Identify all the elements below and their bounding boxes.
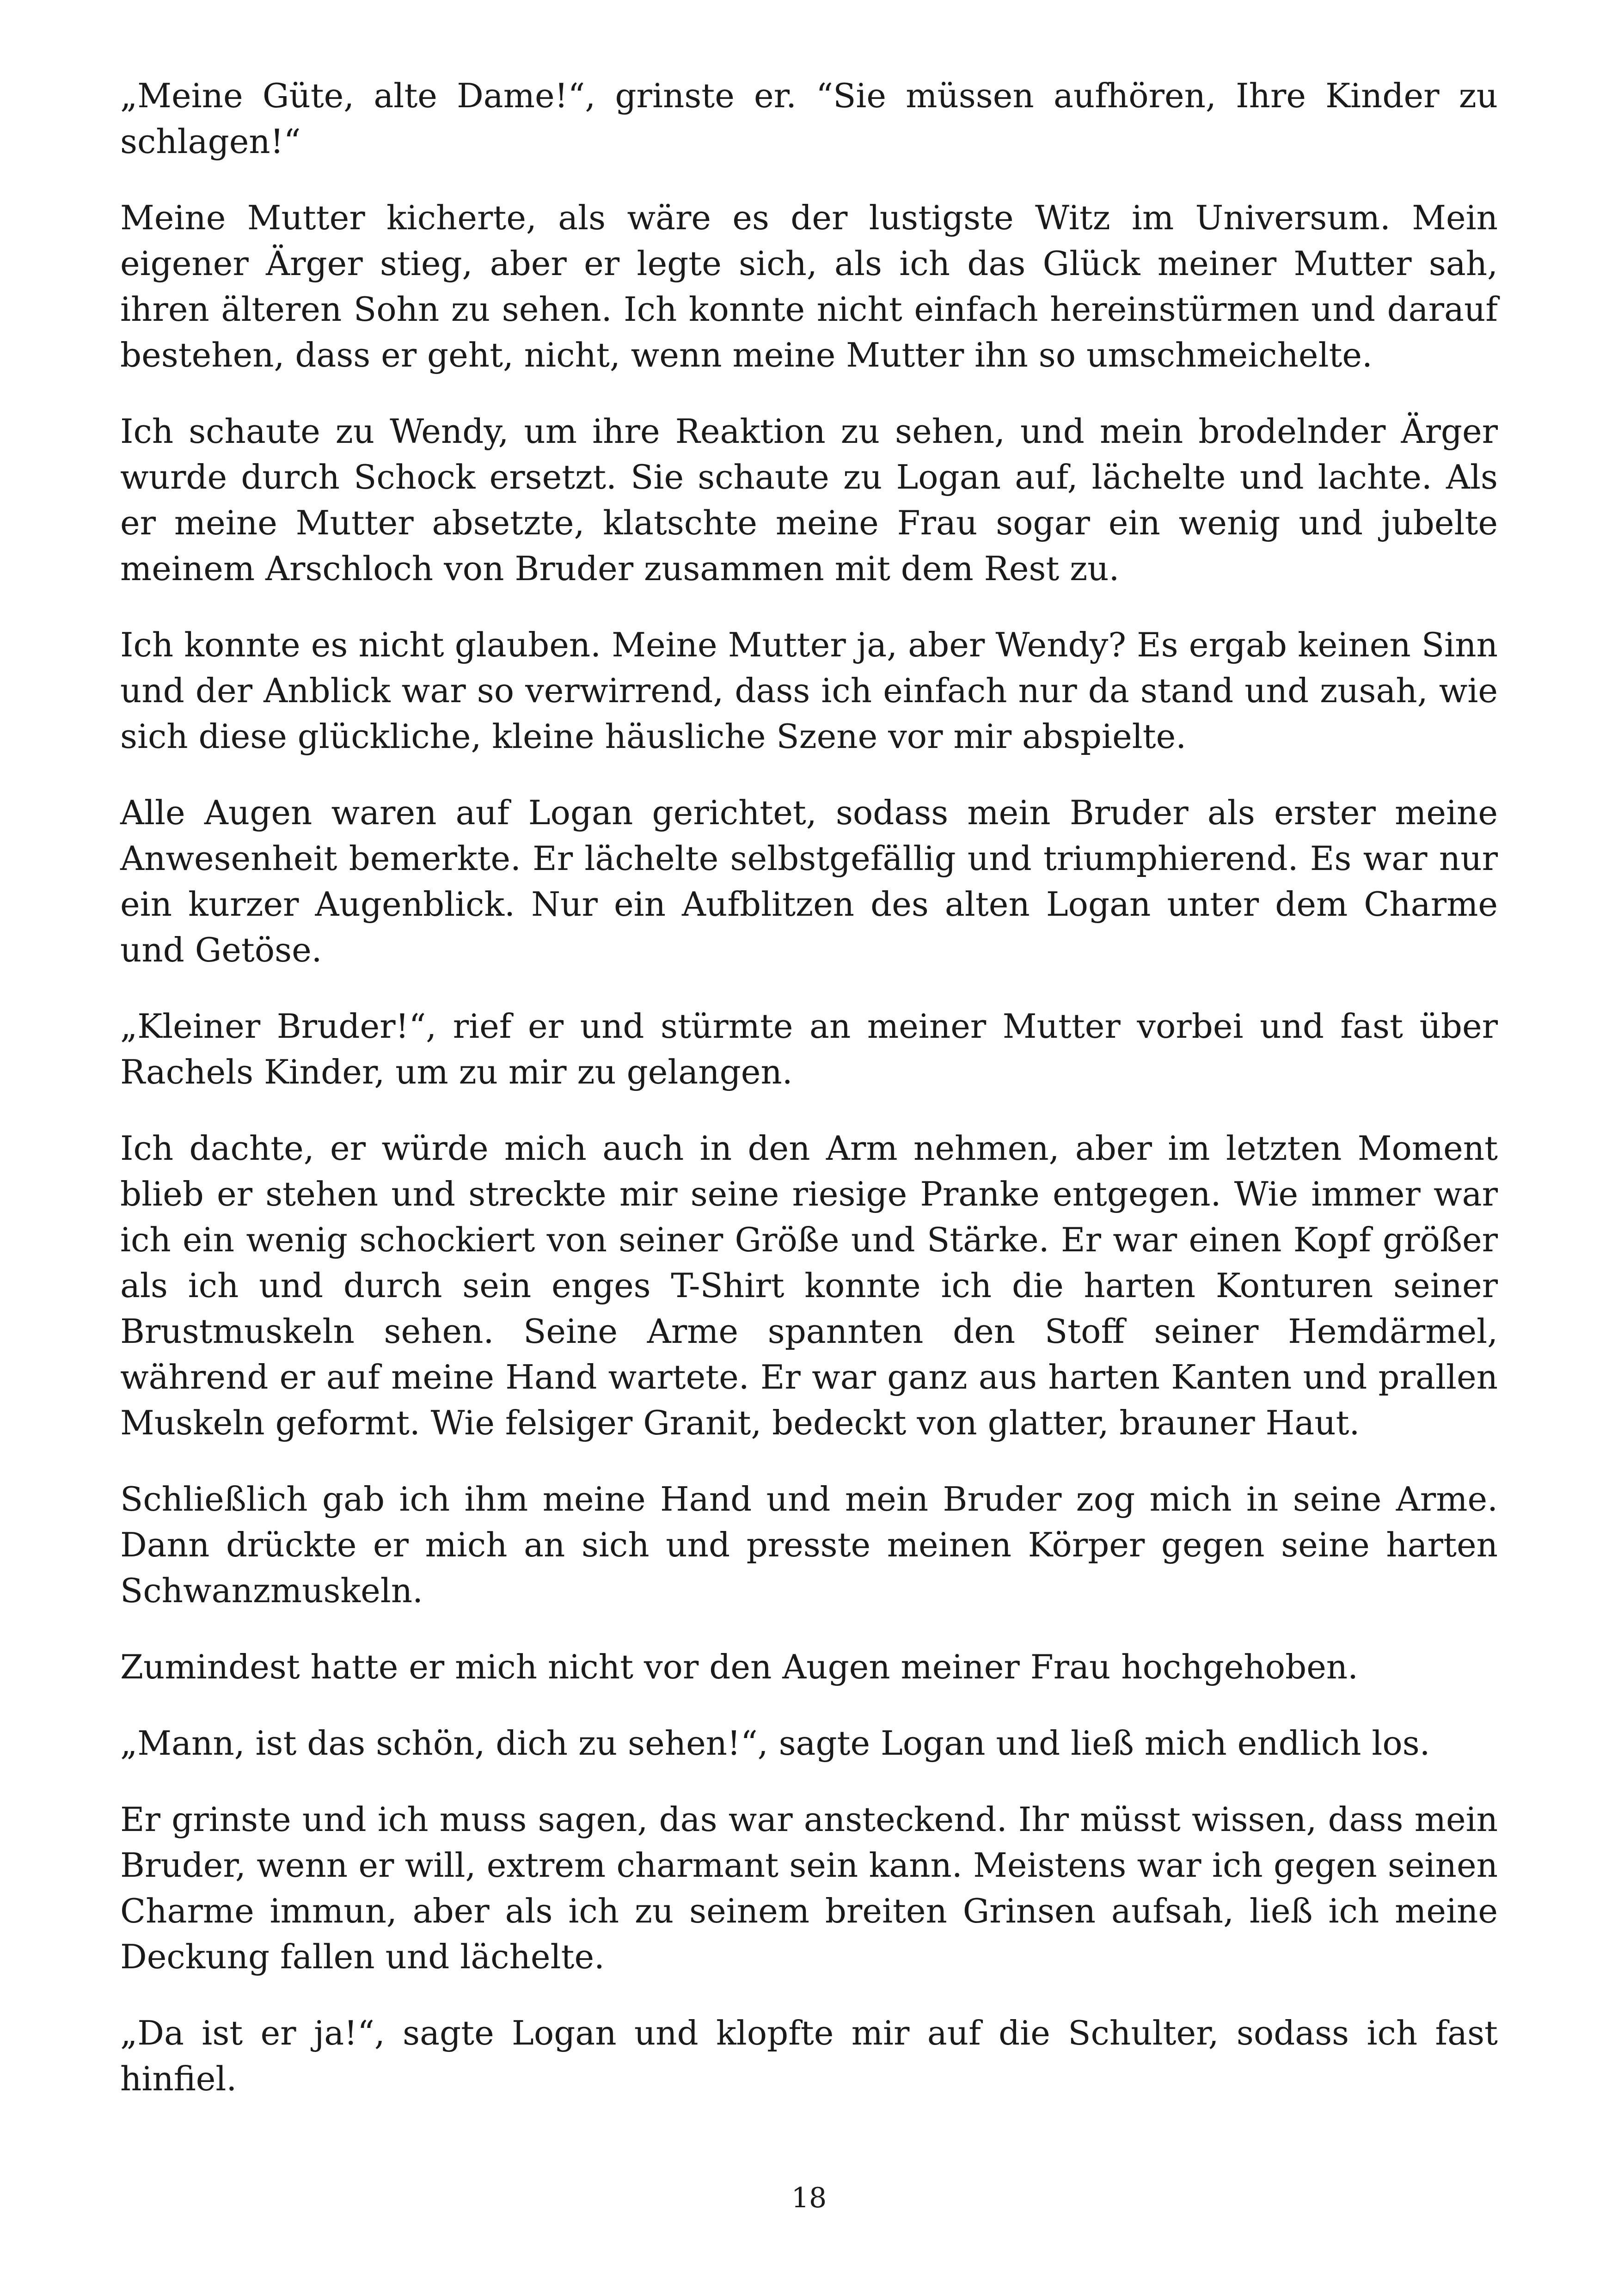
paragraph-12: „Da ist er ja!“, sagte Logan und klopfte mir auf die Schulter, sodass ich fast hinfiel.: [120, 2014, 1498, 2098]
paragraph-7: Ich dachte, er würde mich auch in den Arm nehmen, aber im letzten Moment blieb er stehen und streckte mir seine riesige Pranke entgegen. Wie immer war ich ein wenig schockiert von seiner Größe und Stärke. Er war einen Kopf größer als ich und durch sein enges T-Shirt konnte ich die harten Konturen seiner Brustmuskeln sehen. Seine Arme spannten den Stoff seiner Hemdärmel, während er auf meine Hand wartete. Er war ganz aus harten Kanten und prallen Muskeln geformt. Wie felsiger Granit, bedeckt von glatter, brauner Haut.: [120, 1129, 1498, 1442]
paragraph-1: „Meine Güte, alte Dame!“, grinste er. “Sie müssen aufhören, Ihre Kinder zu schlagen!“: [120, 76, 1498, 161]
text-body: [120, 73, 1498, 2132]
paragraph-3: Ich schaute zu Wendy, um ihre Reaktion zu sehen, und mein brodelnder Ärger wurde durch Schock ersetzt. Sie schaute zu Logan auf, lächelte und lachte. Als er meine Mutter absetzte, klatschte meine Frau sogar ein wenig und jubelte meinem Arschloch von Bruder zusammen mit dem Rest zu.: [120, 412, 1498, 588]
paragraph-9: Zumindest hatte er mich nicht vor den Augen meiner Frau hochgehoben.: [120, 1647, 1359, 1686]
paragraph-2: Meine Mutter kicherte, als wäre es der lustigste Witz im Universum. Mein eigener Ärger stieg, aber er legte sich, als ich das Glück meiner Mutter sah, ihren älteren Sohn zu sehen. Ich konnte nicht einfach hereinstürmen und darauf bestehen, dass er geht, nicht, wenn meine Mutter ihn so umschmeichelte.: [120, 198, 1498, 374]
paragraph-6: „Kleiner Bruder!“, rief er und stürmte an meiner Mutter vorbei und fast über Rachels Kinder, um zu mir zu gelangen.: [120, 1007, 1498, 1091]
paragraph-10: „Mann, ist das schön, dich zu sehen!“, sagte Logan und ließ mich endlich los.: [120, 1724, 1430, 1763]
paragraph-8: Schließlich gab ich ihm meine Hand und mein Bruder zog mich in seine Arme. Dann drückte er mich an sich und presste meinen Körper gegen seine harten Schwanzmuskeln.: [120, 1480, 1498, 1610]
paragraph-5: Alle Augen waren auf Logan gerichtet, sodass mein Bruder als erster meine Anwesenheit bemerkte. Er lächelte selbstgefällig und triumphierend. Es war nur ein kurzer Augenblick. Nur ein Aufblitzen des alten Logan unter dem Charme und Getöse.: [120, 793, 1498, 969]
paragraph-11: Er grinste und ich muss sagen, das war ansteckend. Ihr müsst wissen, dass mein Bruder, wenn er will, extrem charmant sein kann. Meistens war ich gegen seinen Charme immun, aber als ich zu seinem breiten Grinsen aufsah, ließ ich meine Deckung fallen und lächelte.: [120, 1800, 1498, 1976]
paragraph-4: Ich konnte es nicht glauben. Meine Mutter ja, aber Wendy? Es ergab keinen Sinn und der Anblick war so verwirrend, dass ich einfach nur da stand und zusah, wie sich diese glückliche, kleine häusliche Szene vor mir abspielte.: [120, 625, 1498, 756]
page-number: 18: [791, 2182, 827, 2214]
